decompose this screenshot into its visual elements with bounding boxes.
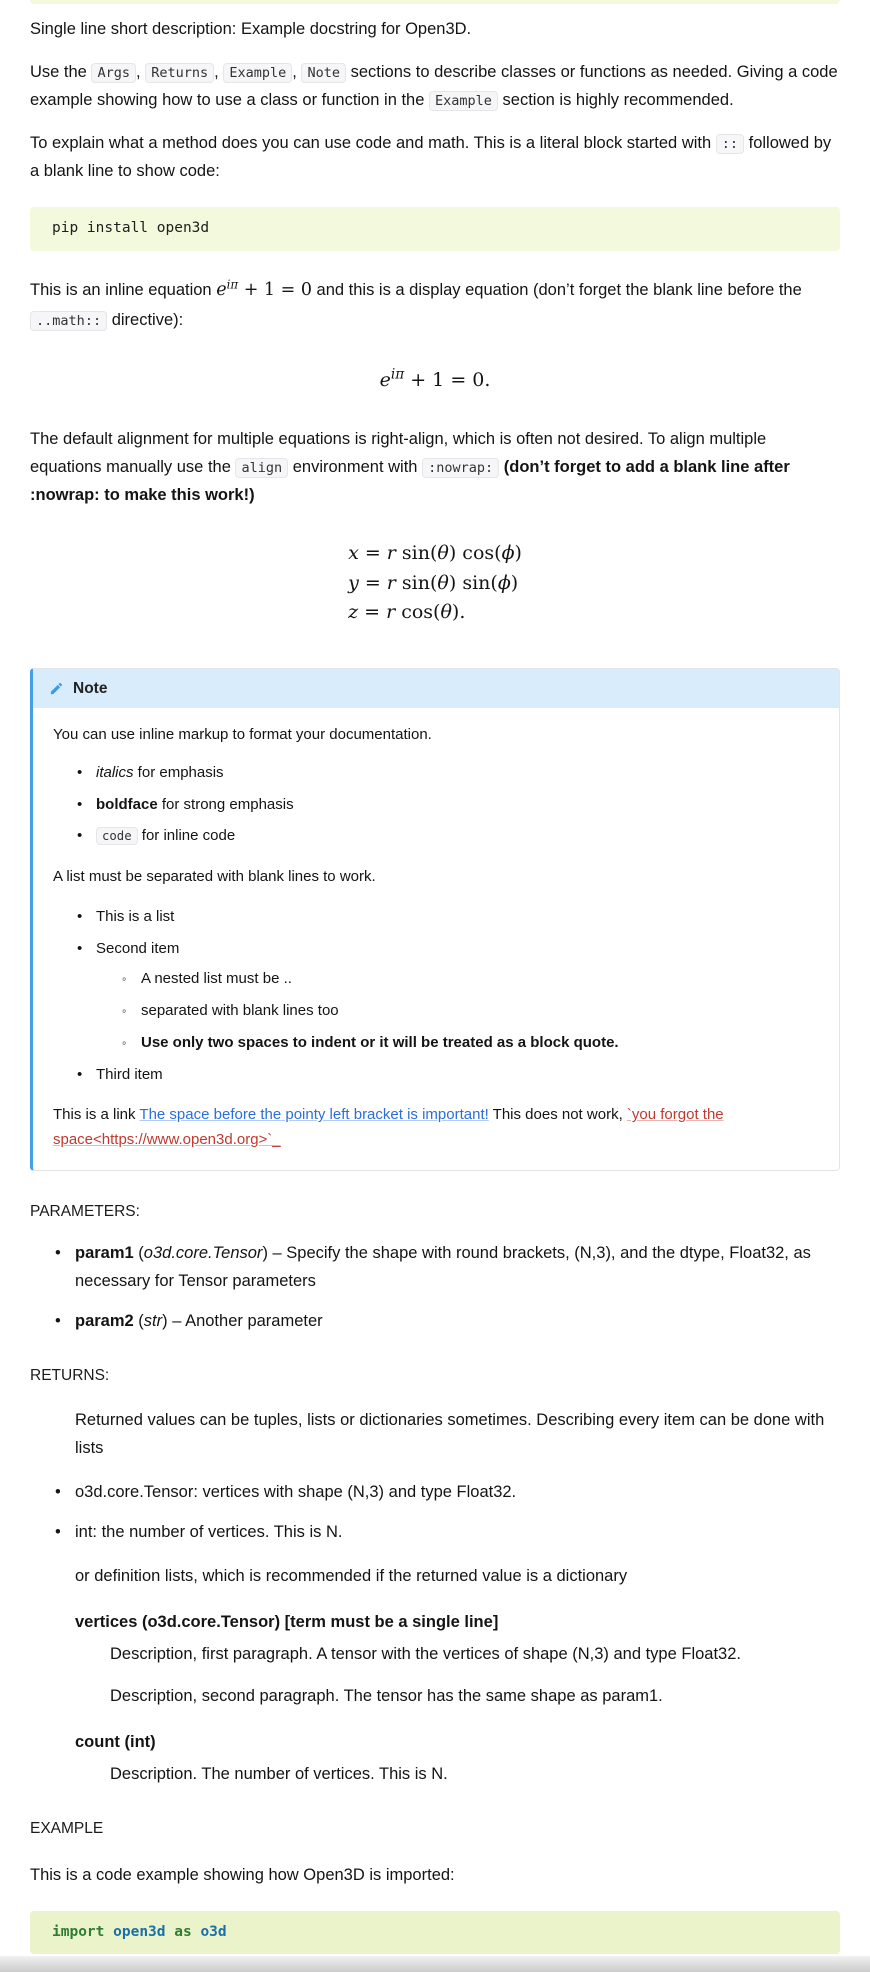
text-segment: separated with blank lines too: [141, 1002, 339, 1020]
math-superscript: iπ: [226, 277, 239, 292]
text-segment: A nested list must be ..: [141, 970, 292, 988]
math-variable: ϕ: [497, 571, 511, 594]
note-title: Note: [73, 679, 108, 697]
note-admonition: [30, 668, 840, 1171]
equation-row-z: [348, 598, 522, 627]
math-operator: ): [514, 542, 522, 565]
code-text: [166, 1924, 175, 1940]
math-variable: e: [216, 279, 227, 300]
parameter-item: [55, 1307, 840, 1335]
math-variable: z: [348, 601, 359, 624]
inline-code: Note: [301, 63, 346, 83]
example-list: [53, 905, 819, 1088]
inline-markup-list: [53, 761, 819, 849]
link-paragraph: [53, 1103, 819, 1153]
list-item: [77, 905, 819, 930]
text-segment: directive):: [107, 310, 184, 329]
text-segment: Single line short description: Example docstring for Open3D.: [30, 20, 472, 38]
code-keyword: import: [52, 1923, 105, 1940]
definition-term: vertices (o3d.core.Tensor) [term must be a single line]: [75, 1613, 499, 1632]
inline-code: Returns: [145, 63, 214, 83]
math-operator: + 1 = 0: [238, 279, 312, 300]
bold-text: (don’t forget to add a blank line after :nowrap: to make this work!): [30, 458, 790, 505]
inline-code: code: [96, 827, 138, 845]
text-segment: section is highly recommended.: [497, 91, 734, 110]
text-segment: This is a list: [96, 907, 175, 925]
nested-list-item: [122, 967, 819, 992]
bold-text: Use only two spaces to indent or it will be treated as a block quote.: [141, 1033, 619, 1051]
math-variable: x: [348, 542, 359, 565]
code-text: [192, 1924, 201, 1940]
bold-text: param2: [75, 1312, 134, 1331]
list-item: [77, 937, 819, 1056]
list-item: [77, 761, 819, 786]
math-variable: θ: [437, 571, 449, 594]
definition-description: [110, 1640, 840, 1710]
text-segment: This is a link: [53, 1106, 140, 1124]
definition-description: [110, 1760, 840, 1788]
returns-label: RETURNS:: [30, 1367, 110, 1385]
math-variable: ϕ: [501, 542, 515, 565]
equation-row-y: [348, 569, 522, 598]
nested-list-item: [122, 999, 819, 1024]
bold-text: param1: [75, 1244, 134, 1263]
list-item: [77, 824, 819, 849]
return-item: • o3d.core.Tensor: vertices with shape (N,3) and type Float32.: [55, 1478, 840, 1506]
note-paragraph: You can use inline markup to format your documentation.: [53, 726, 432, 744]
description-paragraph: Description, second paragraph. The tensor has the same shape as param1.: [110, 1687, 663, 1706]
math-variable: r: [386, 571, 396, 594]
math-variable: r: [386, 601, 396, 624]
italic-text: str: [143, 1312, 163, 1331]
inline-equation-paragraph: [30, 276, 840, 334]
text-segment: sections to describe classes or functions as needed. Giving a code example showing how to use a class or function in the: [30, 63, 838, 110]
inline-code: :nowrap:: [422, 458, 499, 478]
nested-list-item: [122, 1031, 819, 1056]
inline-code: Example: [429, 91, 498, 111]
math-variable: e: [379, 368, 391, 391]
math-variable: θ: [437, 542, 449, 565]
note-body: [33, 708, 839, 1170]
definition-list: [75, 1608, 840, 1788]
example-intro: This is a code example showing how Open3D is imported:: [30, 1865, 455, 1884]
inline-code: ..math::: [30, 311, 107, 331]
equation-row-x: [348, 539, 522, 568]
code-name: o3d: [200, 1923, 227, 1940]
pip-install-code-block: pip install open3d: [30, 207, 840, 251]
nested-list: [96, 967, 819, 1055]
math-variable: r: [386, 542, 396, 565]
text-segment: This does not work,: [488, 1106, 627, 1124]
list-item: [77, 1063, 819, 1088]
text-segment: for inline code: [137, 827, 236, 845]
math-operator: sin(: [395, 542, 438, 565]
display-equation: [30, 366, 840, 395]
bold-text: boldface: [96, 795, 158, 813]
math-operator: + 1 = 0.: [404, 368, 491, 391]
docstring-page: [0, 15, 870, 1954]
pencil-icon: [49, 681, 64, 696]
text-segment: ,: [214, 63, 224, 82]
text-segment: Use the: [30, 63, 92, 82]
returns-followup: or definition lists, which is recommended if the returned value is a dictionary: [75, 1566, 628, 1585]
text-segment: for emphasis: [133, 763, 224, 781]
parameters-label: PARAMETERS:: [30, 1202, 140, 1220]
math-variable: y: [348, 571, 359, 594]
description-paragraph: Description. The number of vertices. This is N.: [110, 1765, 448, 1784]
example-label: EXAMPLE: [30, 1820, 104, 1838]
align-paragraph: [30, 425, 840, 509]
text-segment: To explain what a method does you can use code and math. This is a literal block started with: [30, 134, 716, 153]
inline-code: ::: [716, 134, 744, 154]
parameter-item: [55, 1239, 840, 1295]
italic-text: o3d.core.Tensor: [143, 1244, 263, 1263]
sections-paragraph: [30, 58, 840, 114]
math-operator: =: [358, 571, 387, 594]
text-segment: for strong emphasis: [157, 795, 294, 813]
inline-code: Args: [91, 63, 136, 83]
math-operator: sin(: [395, 571, 438, 594]
code-text: [104, 1924, 113, 1940]
text-segment: Third item: [96, 1065, 163, 1083]
text-segment: Second item: [96, 939, 180, 957]
text-segment: ,: [292, 63, 302, 82]
description-paragraph: Description, first paragraph. A tensor with the vertices of shape (N,3) and type Float32.: [110, 1645, 741, 1664]
text-segment: (: [133, 1244, 144, 1263]
note-paragraph: A list must be separated with blank lines to work.: [53, 868, 376, 886]
inline-link[interactable]: The space before the pointy left bracket is important!: [139, 1106, 489, 1124]
returns-blockquote: Returned values can be tuples, lists or dictionaries sometimes. Describing every item can be done with lists: [75, 1410, 825, 1457]
literal-block-paragraph: [30, 129, 840, 185]
text-segment: ) – Another parameter: [162, 1312, 323, 1331]
inline-code: Example: [223, 63, 292, 83]
math-operator: =: [358, 542, 387, 565]
math-operator: cos(: [395, 601, 441, 624]
note-header: [33, 669, 839, 709]
math-operator: ) sin(: [448, 571, 498, 594]
text-segment: This is an inline equation: [30, 280, 217, 299]
parameters-list: [30, 1239, 840, 1335]
math-operator: ): [510, 571, 519, 594]
math-variable: θ: [440, 601, 452, 624]
text-segment: (: [133, 1312, 144, 1331]
returns-list: [30, 1478, 840, 1546]
inline-code: align: [235, 458, 288, 478]
math-operator: ) cos(: [448, 542, 502, 565]
math-superscript: iπ: [390, 366, 405, 383]
page-bottom-shadow: [0, 1956, 870, 1972]
aligned-equations: [348, 539, 522, 627]
text-segment: ,: [136, 63, 146, 82]
list-item-text: [96, 940, 179, 957]
text-segment: ) – Specify the shape with round brackets, (N,3), and the dtype, Float32, as necessary for Tensor parameters: [75, 1244, 811, 1291]
italic-text: italics: [96, 763, 134, 781]
text-segment: and this is a display equation (don’t forget the blank line before the: [311, 280, 802, 299]
code-keyword: as: [174, 1923, 192, 1940]
text-segment: The default alignment for multiple equations is right-align, which is often not desired. To align multiple equations manually use the: [30, 430, 767, 477]
math-operator: ).: [451, 601, 466, 624]
text-segment: followed by a blank line to show code:: [30, 134, 832, 181]
cropped-code-block-edge: [30, 0, 840, 4]
code-name: open3d: [113, 1923, 166, 1940]
definition-term: count (int): [75, 1733, 156, 1752]
list-item: [77, 793, 819, 818]
math-operator: =: [358, 601, 387, 624]
import-code-block: [30, 1911, 840, 1955]
problematic-text: `you forgot the space<https://www.open3d.org>`_: [53, 1106, 724, 1149]
return-item: • int: the number of vertices. This is N.: [55, 1518, 840, 1546]
short-description: [30, 15, 840, 43]
text-segment: environment with: [288, 458, 423, 477]
